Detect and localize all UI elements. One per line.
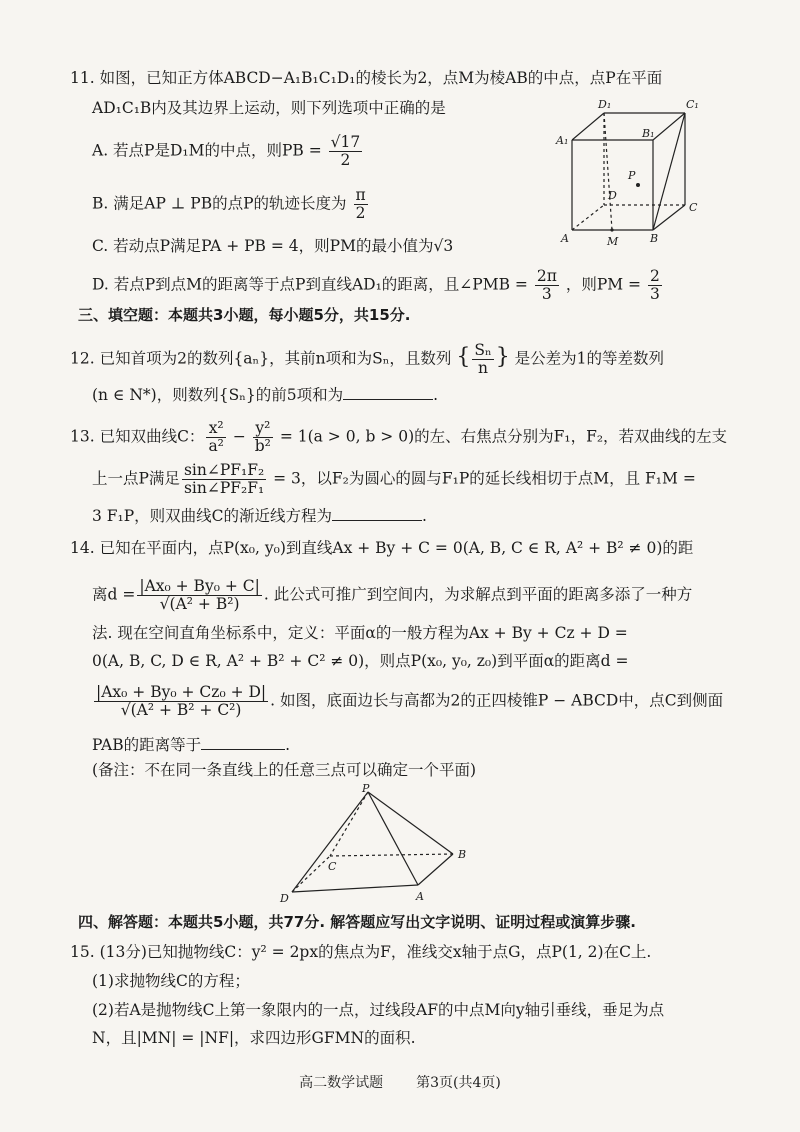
cube-label-a1: A₁ bbox=[556, 134, 569, 147]
fraction: $\frac{\text{|Ax₀ + By₀ + C|}}{\text{√(A² + B²)}}$ bbox=[139, 577, 260, 613]
cube-label-c1: C₁ bbox=[686, 98, 699, 111]
q15-line4: N，且|MN| = |NF|，求四边形GFMN的面积. bbox=[92, 1029, 416, 1047]
cube-label-m: M bbox=[607, 235, 619, 248]
q13-line2: 上一点P满足 $\frac{\text{sin∠PF₁F₂}}{\text{sin∠PF₂F₁}}$ = 3，以F₂为圆心的圆与F₁P的延长线相切于点M，且 F₁M = bbox=[92, 461, 696, 497]
q12-line1: 12. 已知首项为2的数列{aₙ}，其前n项和为Sₙ，且数列 { $\frac{\text{Sₙ}}{n}$ } 是公差为1的等差数列 bbox=[70, 341, 664, 377]
fraction: $\frac{2}{3}$ bbox=[649, 267, 660, 303]
q15-line1: 15. (13分)已知抛物线C：y² = 2px的焦点为F，准线交x轴于点G，点P(1, 2)在C上. bbox=[70, 943, 652, 961]
cube-label-c: C bbox=[689, 201, 698, 214]
q13-line1: 13. 已知双曲线C： $\frac{\text{x²}}{\text{a²}}$ − $\frac{\text{y²}}{\text{b²}}$ = 1(a > 0, b > 0)的左、右焦点分别为F₁，F₂，若双曲线的左支 bbox=[70, 419, 728, 455]
q15-line2: (1)求抛物线C的方程； bbox=[92, 972, 250, 990]
cube-label-b1: B₁ bbox=[642, 127, 655, 140]
q11-option-d: D. 若点P到点M的距离等于点P到直线AD₁的距离，且∠PMB = $\frac{2\pi}{3}$ ，则PM = $\frac{2}{3}$ bbox=[92, 267, 660, 303]
fraction: $\frac{√17}{2}$ bbox=[330, 133, 361, 169]
fraction: $\frac{2\pi}{3}$ bbox=[536, 267, 557, 303]
cube-label-d1: D₁ bbox=[598, 98, 612, 111]
fraction: $\frac{\text{|Ax₀ + By₀ + Cz₀ + D|}}{\text{√(A² + B² + C²)}}$ bbox=[96, 683, 267, 719]
q11-option-c: C. 若动点P满足PA + PB = 4，则PM的最小值为√3 bbox=[92, 237, 454, 255]
pyramid-label-b: B bbox=[458, 848, 467, 861]
q14-line6: PAB的距离等于 . bbox=[92, 736, 291, 754]
q14-line2: 离d = $\frac{\text{|Ax₀ + By₀ + C|}}{\text{√(A² + B²)}}$ . 此公式可推广到空间内，为求解点到平面的距离多添了一种方 bbox=[92, 577, 693, 613]
q14-line4: 0(A, B, C, D ∈ R, A² + B² + C² ≠ 0)，则点P(x₀, y₀, z₀)到平面α的距离d = bbox=[92, 652, 629, 670]
q14-note: (备注：不在同一条直线上的任意三点可以确定一个平面) bbox=[92, 761, 477, 779]
pyramid-label-d: D bbox=[280, 892, 289, 905]
answer-blank[interactable] bbox=[332, 506, 422, 521]
cube-label-d: D bbox=[608, 189, 617, 202]
pyramid-figure bbox=[270, 780, 500, 915]
q14-line3: 法. 现在空间直角坐标系中，定义：平面α的一般方程为Ax + By + Cz + D = bbox=[92, 624, 628, 642]
q13-line3: 3 F₁P，则双曲线C的渐近线方程为 . bbox=[92, 507, 427, 525]
cube-label-p: P bbox=[628, 169, 636, 182]
q15-line3: (2)若A是抛物线C上第一象限内的一点，过线段AF的中点M向y轴引垂线，垂足为点 bbox=[92, 1001, 665, 1019]
section-4-heading: 四、解答题：本题共5小题，共77分. 解答题应写出文字说明、证明过程或演算步骤. bbox=[78, 913, 636, 931]
pyramid-label-a: A bbox=[416, 890, 424, 903]
q14-line1: 14. 已知在平面内，点P(x₀, y₀)到直线Ax + By + C = 0(A, B, C ∈ R, A² + B² ≠ 0)的距 bbox=[70, 539, 694, 557]
footer-page-number: 第3页(共4页) bbox=[416, 1075, 501, 1091]
fraction: $\frac{\text{x²}}{\text{a²}}$ bbox=[208, 419, 224, 455]
cube-label-a: A bbox=[561, 232, 569, 245]
q11-line1: 11. 如图，已知正方体ABCD−A₁B₁C₁D₁的棱长为2，点M为棱AB的中点，点P在平面 bbox=[70, 69, 663, 87]
cube-label-b: B bbox=[650, 232, 659, 245]
fraction: $\frac{\text{y²}}{\text{b²}}$ bbox=[254, 419, 271, 455]
cube-figure bbox=[550, 95, 710, 255]
q11-line2: AD₁C₁B内及其边界上运动，则下列选项中正确的是 bbox=[92, 99, 446, 117]
q14-line5: $\frac{\text{|Ax₀ + By₀ + Cz₀ + D|}}{\text{√(A² + B² + C²)}}$ . 如图，底面边长与高都为2的正四棱锥P − ABCD中，点C到侧面 bbox=[96, 683, 724, 719]
fraction: $\frac{\pi}{2}$ bbox=[355, 186, 366, 222]
fraction: $\frac{\text{sin∠PF₁F₂}}{\text{sin∠PF₂F₁}}$ bbox=[183, 461, 265, 497]
answer-blank[interactable] bbox=[201, 735, 285, 750]
answer-blank[interactable] bbox=[343, 385, 433, 400]
q11-option-b: B. 满足AP ⊥ PB的点P的轨迹长度为 $\frac{\pi}{2}$ bbox=[92, 186, 366, 222]
section-3-heading: 三、填空题：本题共3小题，每小题5分，共15分. bbox=[78, 306, 411, 324]
pyramid-label-c: C bbox=[328, 860, 337, 873]
q12-line2: (n ∈ N*)，则数列{Sₙ}的前5项和为 . bbox=[92, 386, 439, 404]
q11-option-a: A. 若点P是D₁M的中点，则PB = $\frac{√17}{2}$ bbox=[92, 133, 361, 169]
pyramid-label-p: P bbox=[362, 782, 370, 795]
footer-title: 高二数学试题 bbox=[299, 1075, 384, 1091]
fraction: $\frac{\text{Sₙ}}{n}$ bbox=[474, 341, 492, 377]
page-footer bbox=[0, 1072, 800, 1092]
